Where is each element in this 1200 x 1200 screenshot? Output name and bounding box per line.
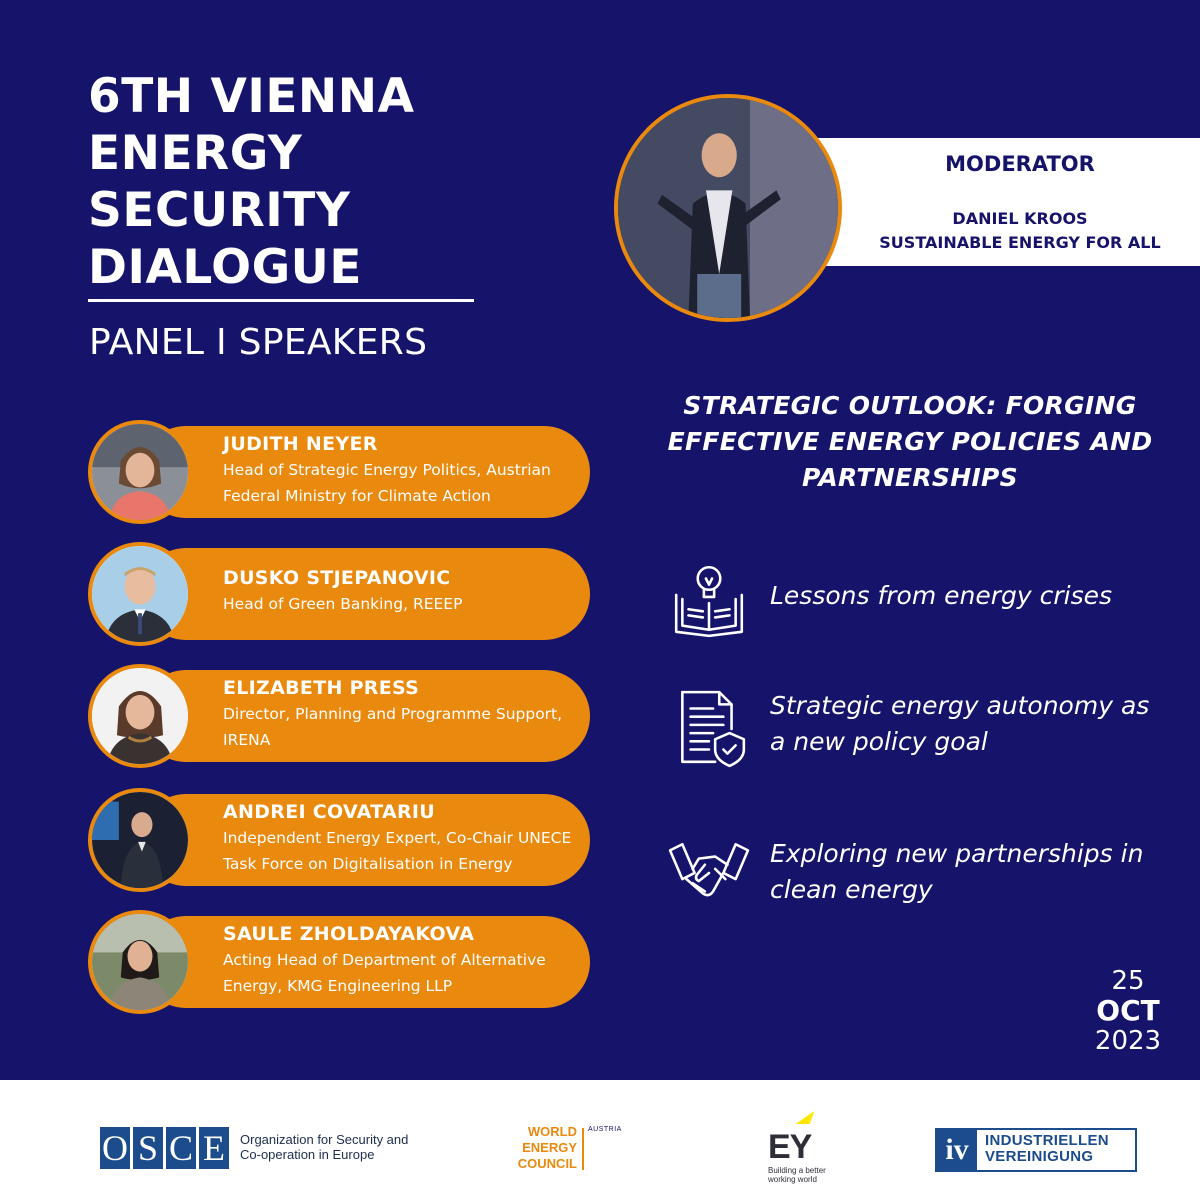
iv-line: INDUSTRIELLEN [985, 1132, 1109, 1149]
event-title-line: ENERGY [88, 126, 303, 181]
wec-line: WORLD [527, 1124, 577, 1139]
date-month: OCT [1096, 994, 1160, 1027]
person-portrait-icon [92, 914, 188, 1010]
iv-wordmark [985, 1133, 1109, 1165]
topic-text: Exploring new partnerships in clean energy [770, 839, 1144, 904]
speaker-photo [88, 910, 192, 1014]
ey-tagline-line: Building a better [768, 1166, 826, 1175]
ey-tagline-line: working world [768, 1175, 817, 1184]
wec-country: AUSTRIA [588, 1126, 622, 1133]
osce-logo [100, 1127, 420, 1173]
person-portrait-icon [92, 668, 188, 764]
speaker-text [223, 432, 583, 509]
ey-logo [768, 1110, 858, 1184]
osce-letter: C [166, 1127, 196, 1169]
topic-text: Strategic energy autonomy as a new policy goal [770, 691, 1150, 756]
speaker-card [88, 910, 590, 1014]
speaker-text [223, 922, 583, 999]
speaker-text [223, 566, 583, 617]
osce-letter: E [199, 1127, 229, 1169]
speaker-card [88, 788, 590, 892]
lightbulb-book-icon [668, 558, 750, 640]
wec-line: COUNCIL [517, 1156, 577, 1171]
event-title [88, 68, 508, 296]
speaker-text [223, 800, 583, 877]
speaker-name: DUSKO STJEPANOVIC [223, 567, 451, 589]
event-title-line: DIALOGUE [88, 240, 362, 295]
handshake-icon [668, 834, 750, 916]
iv-line: VEREINIGUNG [985, 1148, 1094, 1165]
osce-text-line: Co-operation in Europe [240, 1147, 375, 1162]
person-portrait-icon [92, 792, 188, 888]
speaker-text [223, 676, 583, 753]
person-portrait-icon [92, 424, 188, 520]
speaker-photo [88, 788, 192, 892]
moderator-organization: SUSTAINABLE ENERGY FOR ALL [879, 233, 1161, 252]
document-shield-icon [668, 688, 750, 770]
wec-line: ENERGY [522, 1140, 577, 1155]
speaker-role: Head of Green Banking, REEEP [223, 595, 463, 613]
osce-letter: O [102, 1128, 128, 1168]
speaker-photo [88, 542, 192, 646]
ey-tagline [768, 1166, 858, 1184]
event-date [1080, 966, 1176, 1056]
topic-text: Lessons from energy crises [770, 581, 1113, 610]
speaker-card [88, 420, 590, 524]
industriellen-vereinigung-logo [935, 1128, 1137, 1172]
event-title-line: SECURITY [88, 183, 351, 238]
moderator-name: DANIEL KROOS [952, 209, 1088, 228]
date-day: 25 [1111, 966, 1145, 996]
speaker-role: Director, Planning and Programme Support, IRENA [223, 705, 563, 749]
iv-mark: iv [937, 1130, 977, 1170]
osce-text-line: Organization for Security and [240, 1132, 409, 1147]
speaker-name: JUDITH NEYER [223, 433, 378, 455]
person-portrait-icon [618, 98, 838, 318]
speaker-role: Acting Head of Department of Alternative Energy, KMG Engineering LLP [223, 951, 546, 995]
wec-divider [582, 1128, 584, 1170]
speaker-photo [88, 420, 192, 524]
speaker-role: Head of Strategic Energy Politics, Austrian Federal Ministry for Climate Action [223, 461, 551, 505]
ey-beam-icon [796, 1111, 815, 1124]
event-title-line: 6TH VIENNA [88, 69, 415, 124]
speaker-name: ANDREI COVATARIU [223, 801, 436, 823]
date-year: 2023 [1094, 1026, 1162, 1056]
ey-wordmark: EY [768, 1128, 812, 1166]
title-divider [88, 299, 474, 302]
speaker-name: SAULE ZHOLDAYAKOVA [223, 923, 475, 945]
speaker-name: ELIZABETH PRESS [223, 677, 420, 699]
panel-subtitle: PANEL I SPEAKERS [89, 322, 428, 363]
world-energy-council-logo [515, 1124, 635, 1174]
speaker-role: Independent Energy Expert, Co-Chair UNECE Task Force on Digitalisation in Energy [223, 829, 572, 873]
osce-letters [100, 1127, 229, 1169]
speaker-photo [88, 664, 192, 768]
person-portrait-icon [92, 546, 188, 642]
moderator-photo [614, 94, 842, 322]
panel-title-line: PARTNERSHIPS [802, 463, 1018, 492]
panel-title-line: EFFECTIVE ENERGY POLICIES AND [667, 427, 1153, 456]
osce-full-name [240, 1132, 420, 1162]
panel-title-line: STRATEGIC OUTLOOK: FORGING [683, 391, 1137, 420]
moderator-label: MODERATOR [945, 152, 1095, 176]
speaker-card [88, 542, 590, 646]
panel-title [660, 388, 1160, 496]
speaker-card [88, 664, 590, 768]
osce-letter: S [133, 1127, 163, 1169]
wec-wordmark [515, 1124, 577, 1172]
